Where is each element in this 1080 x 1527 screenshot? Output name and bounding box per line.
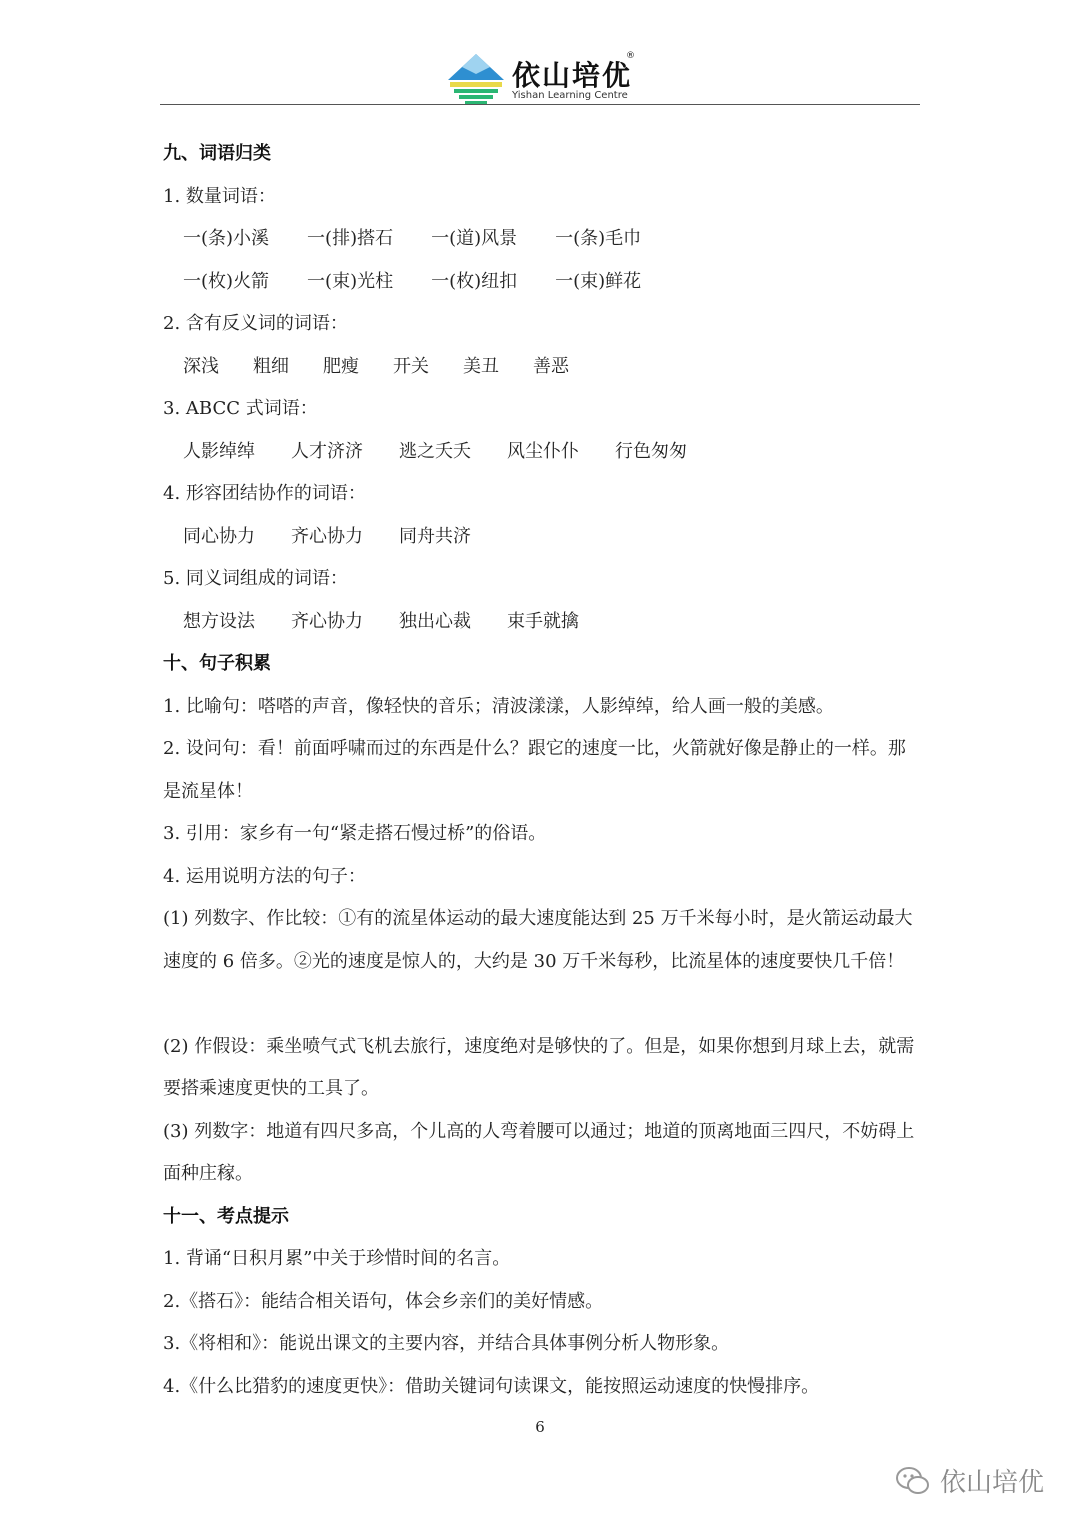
word-item: 粗细 [253,355,289,377]
s9-q5-row [163,601,920,644]
logo-subtitle: Yishan Learning Centre [512,90,628,101]
word-item: 一(束)鲜花 [555,270,642,292]
s10-paragraph: (3) 列数字：地道有四尺多高，个儿高的人弯着腰可以通过；地道的顶离地面三四尺，不妨碍上面种庄稼。 [163,1120,915,1184]
word-item: 行色匆匆 [615,440,687,462]
s11-paragraph: 3.《将相和》：能说出课文的主要内容，并结合具体事例分析人物形象。 [163,1333,730,1354]
s9-q3-label: 3. ABCC 式词语： [163,398,318,419]
s11-paragraph: 2.《搭石》：能结合相关语句，体会乡亲们的美好情感。 [163,1290,604,1312]
word-item: 逃之夭夭 [399,440,471,462]
word-item: 一(枚)纽扣 [431,270,518,292]
word-item: 风尘仆仆 [507,440,579,462]
s10-paragraph: (2) 作假设：乘坐喷气式飞机去旅行，速度绝对是够快的了。但是，如果你想到月球上去，就需要搭乘速度更快的工具了。 [163,1035,915,1099]
word-item: 一(道)风景 [431,228,518,249]
word-item: 人才济济 [291,440,363,462]
word-item: 深浅 [183,355,219,377]
watermark-text: 依山培优 [939,1468,1044,1498]
s11-paragraph: 4.《什么比猎豹的速度更快》：借助关键词句读课文，能按照运动速度的快慢排序。 [163,1375,820,1397]
s9-q1-row1 [163,218,920,261]
s9-q3-row [163,431,920,474]
word-item: 一(条)小溪 [183,228,270,249]
s9-q2-row [163,346,920,389]
word-item: 同心协力 [183,525,255,547]
section-10-title: 十、句子积累 [163,653,271,674]
s10-paragraph: 4. 运用说明方法的句子： [163,865,366,887]
word-item: 想方设法 [183,610,255,632]
s9-q4-row [163,516,920,559]
word-item: 束手就擒 [507,610,579,632]
mountain-logo-icon [446,50,506,106]
word-item: 人影绰绰 [183,440,255,462]
wechat-icon [896,1466,930,1496]
s9-q4-label: 4. 形容团结协作的词语： [163,483,366,504]
s9-q1-row2 [163,261,920,304]
watermark [896,1462,1044,1499]
word-item: 齐心协力 [291,610,363,632]
s9-q2-label: 2. 含有反义词的词语： [163,313,348,334]
s10-paragraph: 2. 设问句：看！前面呼啸而过的东西是什么？跟它的速度一比，火箭就好像是静止的一样。那是流星体！ [163,738,906,802]
word-item: 一(排)搭石 [307,228,394,249]
word-item: 独出心裁 [399,610,471,632]
s11-paragraph: 1. 背诵“日积月累”中关于珍惜时间的名言。 [163,1248,511,1269]
word-item: 一(束)光柱 [307,270,394,292]
word-item: 一(条)毛巾 [555,228,642,249]
word-item: 开关 [393,355,429,377]
header-rule [160,104,920,105]
s9-q5-label: 5. 同义词组成的词语： [163,568,348,589]
s10-paragraph: 3. 引用：家乡有一句“紧走搭石慢过桥”的俗语。 [163,823,547,844]
word-item: 肥瘦 [323,355,359,377]
page-header [160,40,920,106]
word-item: 一(枚)火箭 [183,270,270,292]
word-item: 同舟共济 [399,525,471,547]
logo-registered-mark: ® [626,51,635,61]
s10-paragraph: 1. 比喻句：嗒嗒的声音，像轻快的音乐；清波漾漾，人影绰绰，给人画一般的美感。 [163,695,834,717]
word-item: 美丑 [463,355,499,377]
s10-paragraph: (1) 列数字、作比较：①有的流星体运动的最大速度能达到 25 万千米每小时，是火箭运动最大速度的 6 倍多。②光的速度是惊人的，大约是 30 万千米每秒，比流星体的速度要快几千倍！ [163,908,913,972]
logo-name: 依山培优 [512,59,633,92]
page-number: 6 [535,1418,545,1436]
s9-q1-label: 1. 数量词语： [163,185,276,207]
word-item: 善恶 [533,355,569,377]
document-body [163,133,920,1408]
section-11-title: 十一、考点提示 [163,1205,289,1227]
section-9-title: 九、词语归类 [163,143,271,164]
word-item: 齐心协力 [291,525,363,547]
